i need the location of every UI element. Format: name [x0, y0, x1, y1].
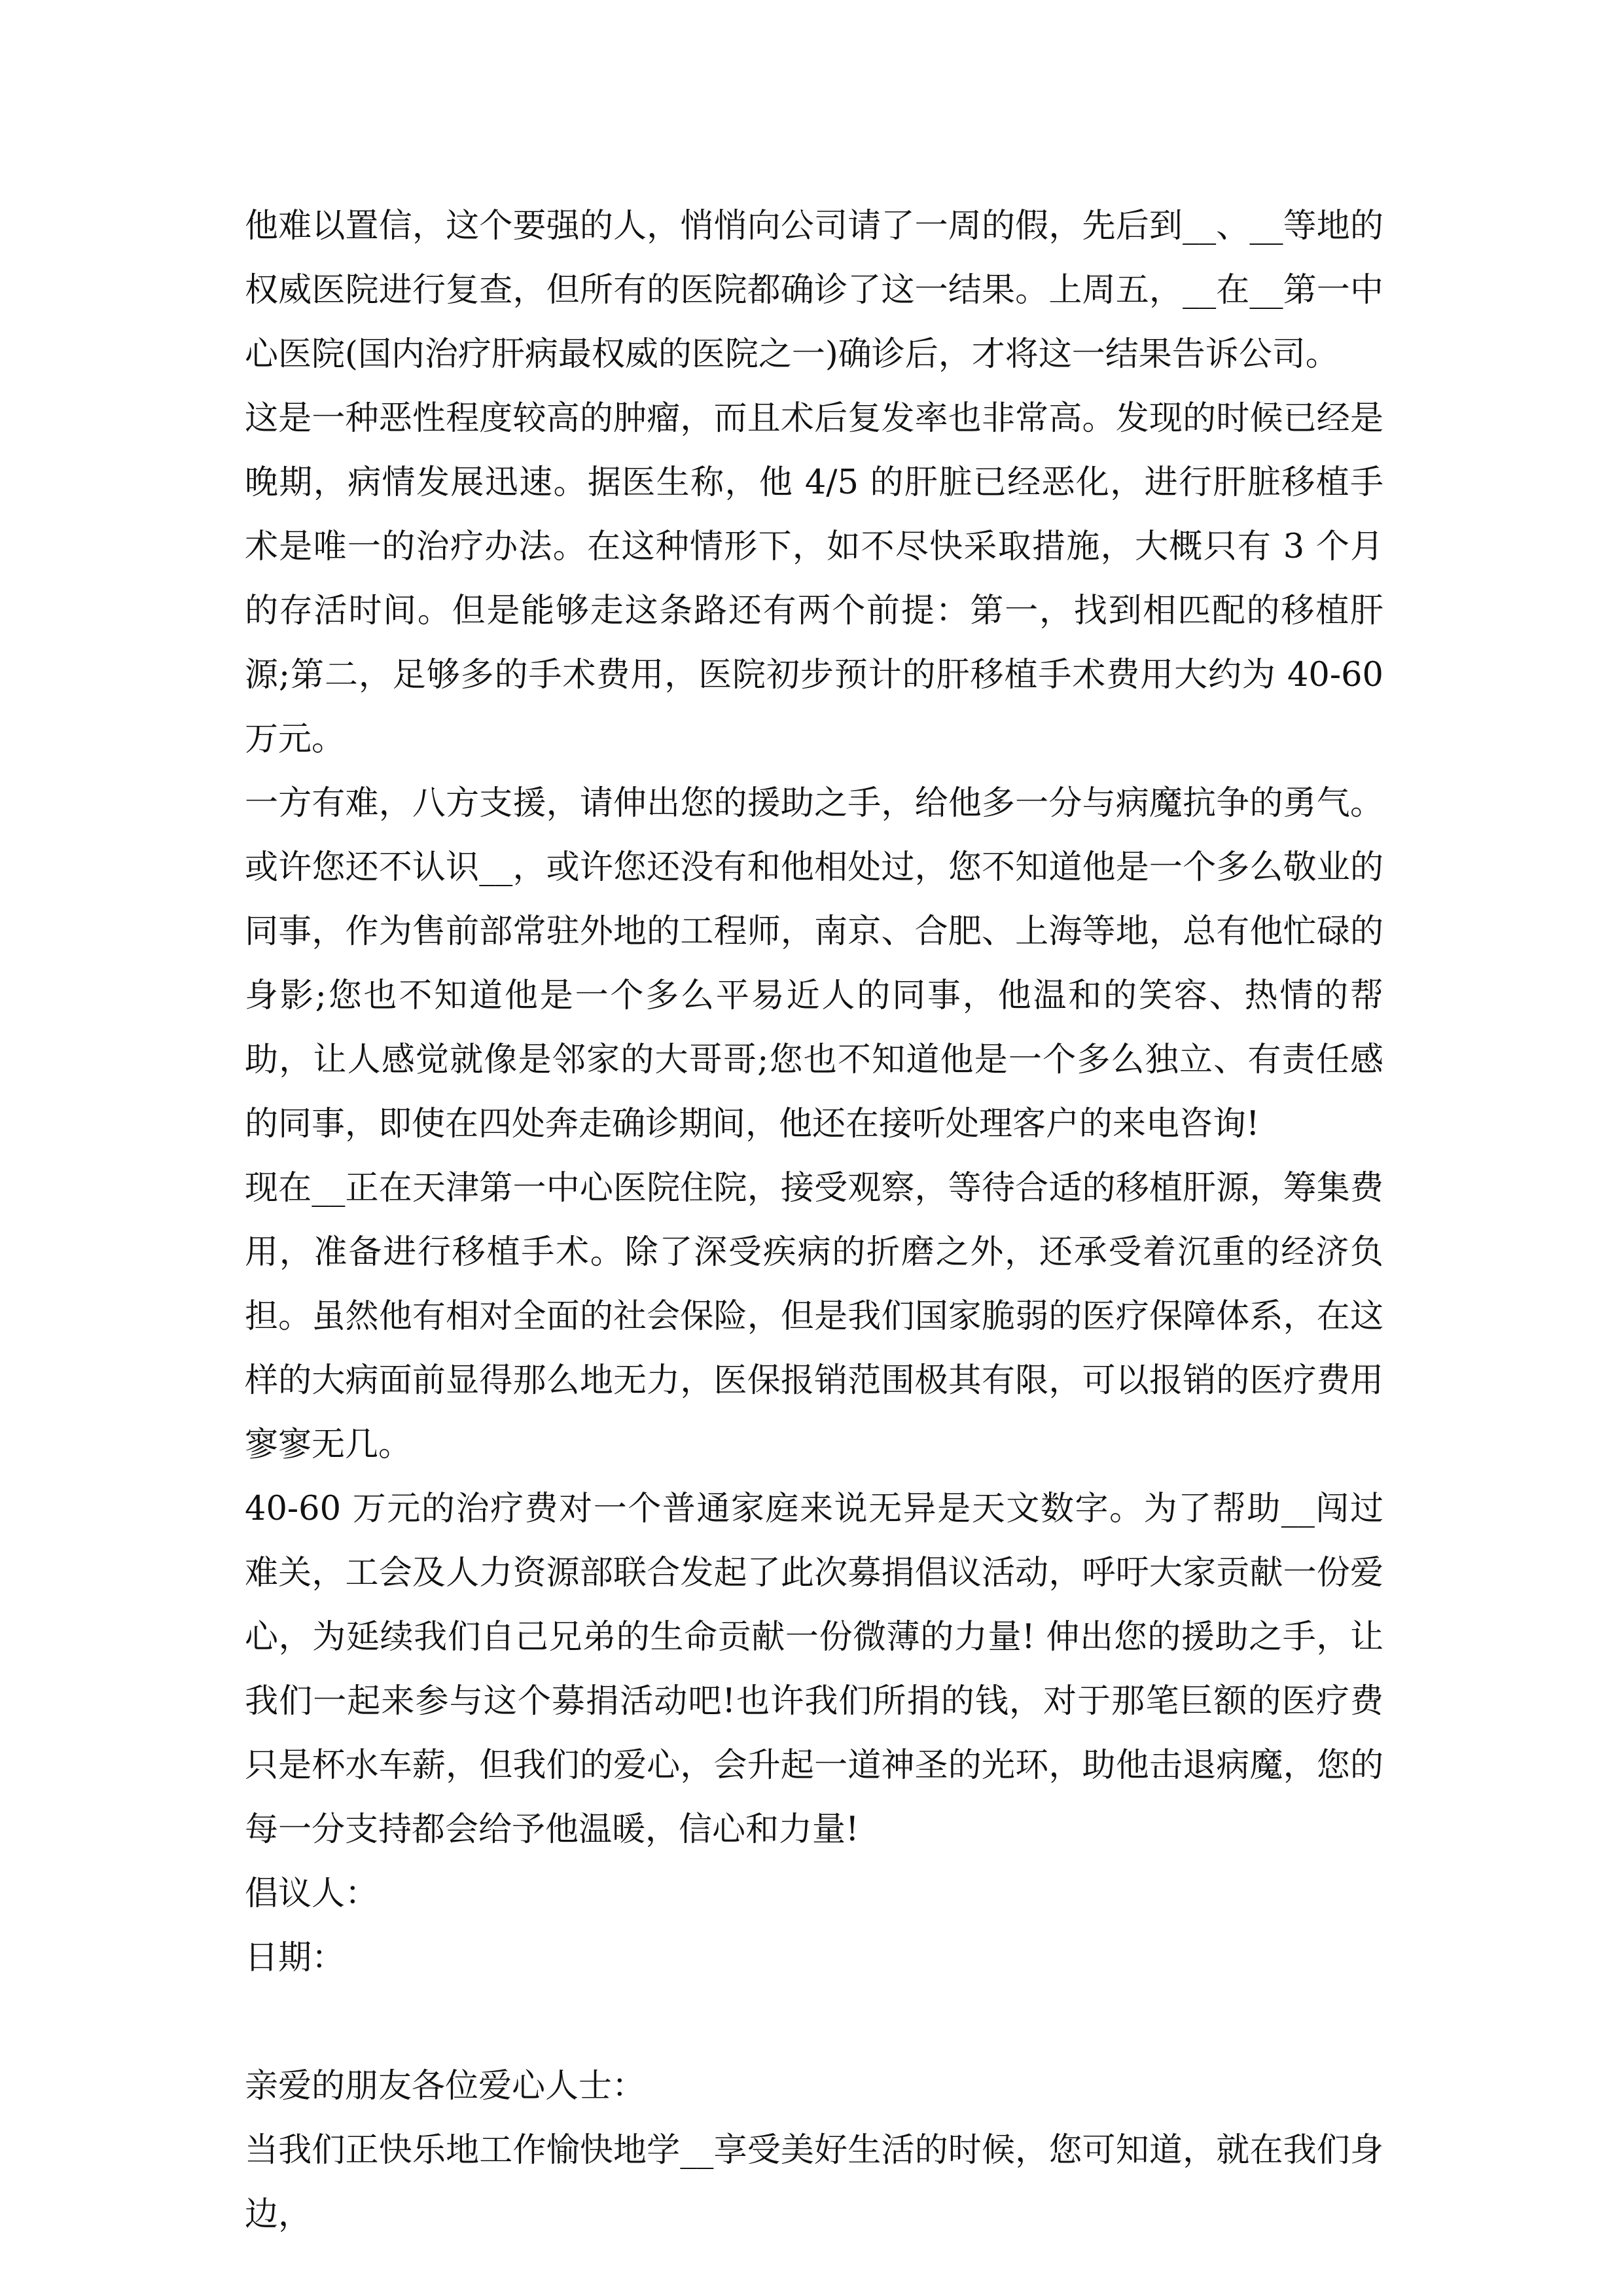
- paragraph-illness-details: 这是一种恶性程度较高的肿瘤，而且术后复发率也非常高。发现的时候已经是晚期，病情发展迅速。据医生称，他 4/5 的肝脏已经恶化，进行肝脏移植手术是唯一的治疗办法。在这种情形下，如不尽快采取措施，大概只有 3 个月的存活时间。但是能够走这条路还有两个前提：第一，找到相匹配的移植肝源;第二，足够多的手术费用，医院初步预计的肝移植手术费用大约为 40-60 万元。: [245, 399, 1383, 759]
- section-spacer: [245, 1990, 1383, 2054]
- paragraph-current-status: 现在__正在天津第一中心医院住院，接受观察，等待合适的移植肝源，筹集费用，准备进行移植手术。除了深受疾病的折磨之外，还承受着沉重的经济负担。虽然他有相对全面的社会保险，但是我们国家脆弱的医疗保障体系，在这样的大病面前显得那么地无力，医保报销范围极其有限，可以报销的医疗费用寥寥无几。: [245, 1169, 1383, 1464]
- initiator-label: 倡议人：: [245, 1874, 379, 1913]
- paragraph-opening: 当我们正快乐地工作愉快地学__享受美好生活的时候，您可知道，就在我们身边，: [245, 2131, 1383, 2234]
- document-body: [245, 194, 1383, 2247]
- paragraph-fundraising: 40-60 万元的治疗费对一个普通家庭来说无异是天文数字。为了帮助__闯过难关，工会及人力资源部联合发起了此次募捐倡议活动，呼吁大家贡献一份爱心，为延续我们自己兄弟的生命贡献一份微薄的力量! 伸出您的援助之手，让我们一起来参与这个募捐活动吧!也许我们所捐的钱，对于那笔巨额的医疗费只是杯水车薪，但我们的爱心，会升起一道神圣的光环，助他击退病魔，您的每一分支持都会给予他温暖，信心和力量!: [245, 1490, 1383, 1849]
- paragraph-diagnosis: 他难以置信，这个要强的人，悄悄向公司请了一周的假，先后到__、__等地的权威医院进行复查，但所有的医院都确诊了这一结果。上周五，__在__第一中心医院(国内治疗肝病最权威的医院之一)确诊后，才将这一结果告诉公司。: [245, 207, 1383, 374]
- salutation: 亲爱的朋友各位爱心人士：: [245, 2067, 646, 2106]
- paragraph-appeal: 一方有难，八方支援，请伸出您的援助之手，给他多一分与病魔抗争的勇气。或许您还不认识__，或许您还没有和他相处过，您不知道他是一个多么敬业的同事，作为售前部常驻外地的工程师，南京、合肥、上海等地，总有他忙碌的身影;您也不知道他是一个多么平易近人的同事，他温和的笑容、热情的帮助，让人感觉就像是邻家的大哥哥;您也不知道他是一个多么独立、有责任感的同事，即使在四处奔走确诊期间，他还在接听处理客户的来电咨询!: [245, 784, 1383, 1143]
- date-label: 日期：: [245, 1939, 346, 1977]
